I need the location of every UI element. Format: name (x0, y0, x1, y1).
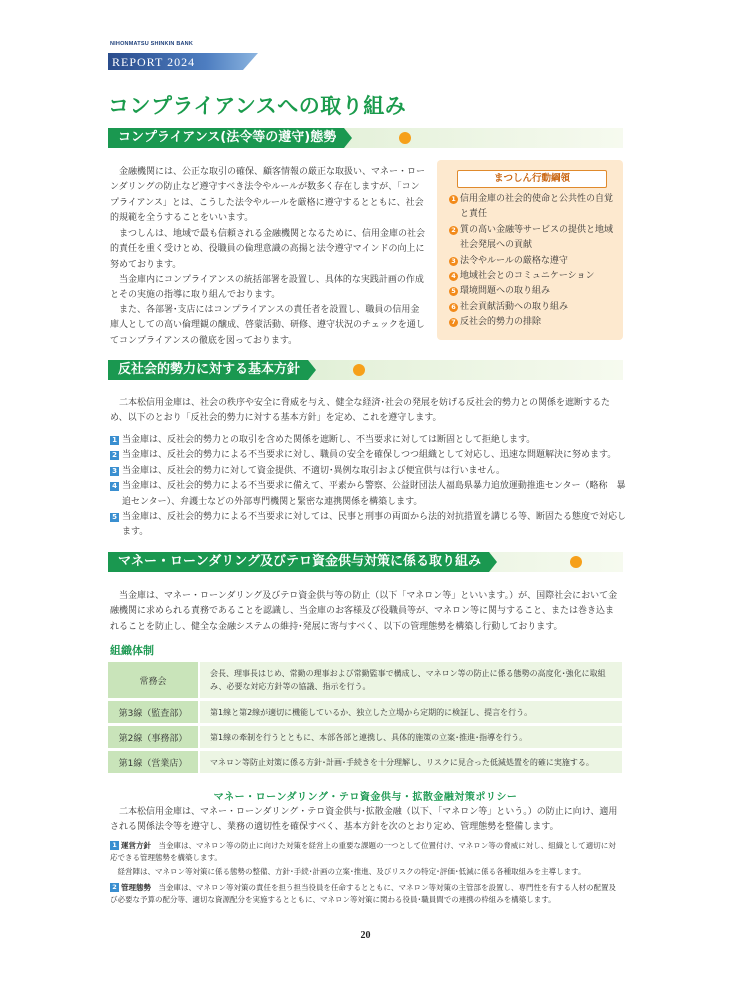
list-item (110, 448, 630, 463)
list-item-text: 当金庫は、反社会的勢力による不当要求に対し、職員の安全を確保しつつ組織として対応し、迅速な問題解決に努めます。 (122, 450, 617, 461)
report-label: REPORT 2024 (112, 55, 196, 69)
action-principles-title: まつしん行動綱領 (457, 170, 607, 188)
page-number: 20 (360, 930, 371, 941)
list-item (110, 464, 630, 479)
number-circle-icon: 2 (449, 226, 458, 235)
number-square-icon: 3 (110, 467, 119, 476)
list-item-text: 当金庫は、反社会的勢力による不当要求に対しては、民事と刑事の両面から法的対抗措置を講じる等、断固たる態度で対応します。 (122, 512, 627, 538)
section-aml-title: マネー・ローンダリング及びテロ資金供与対策に係る取り組み (108, 552, 489, 572)
orange-dot-icon (353, 364, 365, 376)
list-item-text: 信用金庫の社会的使命と公共性の自覚と責任 (460, 194, 614, 220)
org-row (108, 662, 622, 698)
list-item (449, 254, 621, 269)
section-compliance-title: コンプライアンス(法令等の遵守)態勢 (108, 128, 344, 148)
number-square-icon: 1 (110, 841, 119, 850)
list-item-text: 社会貢献活動への取り組み (460, 301, 569, 312)
org-row (108, 726, 622, 748)
org-row (108, 751, 622, 773)
orange-dot-icon (399, 132, 411, 144)
aml-intro: 当金庫は、マネー・ローンダリング及びテロ資金供与等の防止（以下「マネロン等」といいます。）が、国際社会において金融機関に求められる責務であることを認識し、当金庫のお客様及び役職員等が、マネロン等に関与すること、または巻き込まれることを防止し、健全な金融システムの維持･発展に寄与すべく、以下の管理態勢を構築し行動しております。 (110, 591, 618, 632)
page-title: コンプライアンスへの取り組み (108, 94, 407, 118)
list-item (110, 433, 630, 448)
list-item-text: 当金庫は、反社会的勢力に対して資金提供、不適切･異例な取引および便宜供与は行いません。 (122, 465, 506, 476)
policy-item-label: 運営方針 (121, 841, 151, 850)
list-item-text: 法令やルールの厳格な遵守 (460, 255, 568, 266)
list-item (449, 284, 621, 299)
aml-policy-intro: 二本松信用金庫は、マネー・ローンダリング・テロ資金供与･拡散金融（以下、「マネロン等」という。）の防止に向け、適用される関係法令等を遵守し、業務の適切性を確保すべく、基本方針を次のとおり定め、管理態勢を整備します。 (110, 807, 618, 833)
policy-item-2 (110, 882, 622, 906)
number-square-icon: 1 (110, 436, 119, 445)
number-square-icon: 2 (110, 451, 119, 460)
section-antisocial-header (108, 360, 623, 380)
org-structure-title: 組織体制 (110, 644, 154, 657)
compliance-paragraph: まつしんは、地域で最も信頼される金融機関となるために、信用金庫の社会的責任を重く受けとめ、役職員の倫理意識の高揚と法令遵守マインドの向上に努めております。 (110, 229, 426, 270)
org-row-key: 第1線（営業店） (108, 751, 198, 773)
org-row-value: 会長、理事長はじめ、常勤の理事および常勤監事で構成し、マネロン等の防止に係る態勢の高度化･強化に取組み、必要な対応方針等の協議、指示を行う。 (200, 662, 622, 698)
list-item (449, 269, 621, 284)
section-antisocial-title: 反社会的勢力に対する基本方針 (108, 360, 308, 380)
org-row-key: 第2線（事務部） (108, 726, 198, 748)
number-square-icon: 2 (110, 883, 119, 892)
compliance-paragraph: 金融機関には、公正な取引の確保、顧客情報の厳正な取扱い、マネー・ローンダリングの防止など遵守すべき法令やルールが数多く存在しますが、「コンプライアンス」とは、こうした法令やルールを厳格に遵守するとともに、社会的規範を全うすることをいいます。 (110, 167, 426, 224)
list-item (449, 315, 621, 330)
number-square-icon: 4 (110, 482, 119, 491)
number-circle-icon: 5 (449, 287, 458, 296)
org-row-value: 第1線の牽制を行うとともに、本部各部と連携し、具体的施策の立案･推進･指導を行う。 (200, 726, 622, 748)
list-item-text: 当金庫は、反社会的勢力との取引を含めた関係を遮断し、不当要求に対しては断固として拒絶します。 (122, 435, 536, 445)
org-row-value: マネロン等防止対策に係る方針･計画･手続きを十分理解し、リスクに見合った低減処置を的確に実施する。 (200, 751, 622, 773)
list-item (449, 300, 621, 315)
aml-policy-title: マネー・ローンダリング・テロ資金供与・拡散金融対策ポリシー (213, 792, 518, 803)
number-circle-icon: 4 (449, 272, 458, 281)
number-circle-icon: 3 (449, 257, 458, 266)
compliance-paragraph: また、各部署･支店にはコンプライアンスの責任者を設置し、職員の信用金庫人としての高い倫理観の醸成、啓蒙活動、研修、遵守状況のチェックを通してコンプライアンスの徹底を図っております。 (110, 305, 425, 346)
list-item-text: 当金庫は、反社会的勢力による不当要求に備えて、平素から警察、公益財団法人福島県暴力追放運動推進センター（略称 暴追センター）、弁護士などの外部専門機関と緊密な連携関係を構築します。 (122, 481, 626, 507)
compliance-paragraph: 当金庫内にコンプライアンスの統括部署を設置し、具体的な実践計画の作成とその実施の指導に取り組んでおります。 (110, 275, 424, 301)
section-compliance-header (108, 128, 623, 148)
list-item-text: 質の高い金融等サービスの提供と地域社会発展への貢献 (460, 224, 614, 251)
list-item-text: 地域社会とのコミュニケーション (460, 271, 595, 282)
org-row-key: 第3線（監査部） (108, 701, 198, 723)
policy-item-1-sub: 経営陣は、マネロン等対策に係る態勢の整備、方針･手続･計画の立案･推進、及びリスクの特定･評価･低減に係る各種取組みを主導します。 (117, 867, 586, 876)
number-square-icon: 5 (110, 513, 119, 522)
number-circle-icon: 1 (449, 195, 458, 204)
number-circle-icon: 6 (449, 303, 458, 312)
policy-item-text: 当金庫は、マネロン等の防止に向けた対策を経営上の重要な課題の一つとして位置付け、マネロン等の脅威に対し、組織として適切に対応できる管理態勢を構築します。 (110, 841, 616, 862)
org-row-value: 第1線と第2線が適切に機能しているか、独立した立場から定期的に検証し、提言を行う。 (200, 701, 622, 723)
list-item-text: 反社会的勢力の排除 (460, 317, 542, 328)
org-row (108, 701, 622, 723)
orange-dot-icon (570, 556, 582, 568)
org-row-key: 常務会 (108, 662, 198, 698)
policy-item-label: 管理態勢 (121, 883, 151, 892)
action-principles-box (437, 160, 623, 340)
antisocial-policy-list (110, 433, 630, 541)
list-item (449, 223, 621, 254)
list-item (110, 510, 630, 541)
policy-item-text: 当金庫は、マネロン等対策の責任を担う担当役員を任命するとともに、マネロン等対策の主管部を設置し、専門性を有する人材の配置及び必要な予算の配分等、適切な資源配分を実施するとともに、マネロン等対策に関わる役員･職員間での連携の枠組みを構築します。 (110, 883, 616, 904)
antisocial-intro: 二本松信用金庫は、社会の秩序や安全に脅威を与え、健全な経済･社会の発展を妨げる反社会的勢力との関係を遮断するため、以下のとおり「反社会的勢力に対する基本方針」を定め、これを遵守します。 (110, 398, 611, 424)
list-item (110, 479, 630, 510)
policy-item-1 (110, 840, 622, 864)
section-aml-header (108, 552, 623, 572)
bank-name: NIHONMATSU SHINKIN BANK (110, 41, 194, 47)
list-item (449, 192, 621, 223)
action-principles-list (449, 192, 621, 331)
list-item-text: 環境問題への取り組み (460, 286, 551, 297)
number-circle-icon: 7 (449, 318, 458, 327)
